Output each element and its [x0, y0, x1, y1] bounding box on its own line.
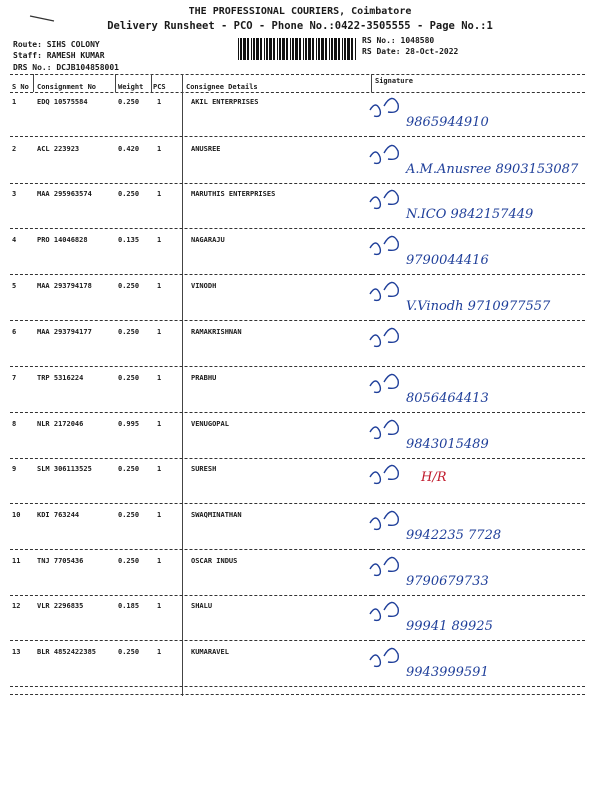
- barcode-bar: [329, 38, 330, 60]
- col-sep: [371, 74, 372, 92]
- header-top-rule: [10, 74, 585, 75]
- barcode-bar: [251, 38, 252, 60]
- row-consignment-no: MAA 293794177: [37, 328, 92, 336]
- row-weight: 0.250: [118, 511, 140, 519]
- barcode-bar: [273, 38, 275, 60]
- rs-date: RS Date: 28-Oct-2022: [362, 47, 459, 56]
- staff-label: Staff: RAMESH KUMAR: [13, 51, 105, 60]
- barcode-bar: [351, 38, 353, 60]
- barcode-bar: [312, 38, 314, 60]
- barcode-bar: [299, 38, 301, 60]
- barcode-bar: [247, 38, 249, 60]
- col-header-pcs: PCS: [153, 83, 166, 91]
- barcode-bar: [243, 38, 246, 60]
- col-sep: [151, 74, 152, 92]
- row-consignment-no: PRO 14046828: [37, 236, 88, 244]
- barcode-bar: [325, 38, 327, 60]
- row-sno: 13: [12, 648, 21, 656]
- col-header-signature: Signature: [375, 77, 413, 85]
- signature-cell: [366, 139, 586, 179]
- barcode-bar: [279, 38, 281, 60]
- row-pcs: 1: [157, 420, 162, 428]
- row-consignee: SURESH: [191, 465, 217, 473]
- signature-cell: [366, 596, 586, 636]
- signature-cell: [366, 276, 586, 316]
- col-sep: [115, 74, 116, 92]
- signature-cell: [366, 642, 586, 682]
- row-sno: 5: [12, 282, 17, 290]
- row-consignment-no: KDI 763244: [37, 511, 80, 519]
- signature-separator: [372, 412, 585, 413]
- barcode-bar: [334, 38, 337, 60]
- row-separator: [10, 549, 372, 550]
- row-consignee: ANUSREE: [191, 145, 221, 153]
- row-pcs: 1: [157, 190, 162, 198]
- row-sno: 6: [12, 328, 17, 336]
- row-pcs: 1: [157, 465, 162, 473]
- col-header-weight: Weight: [118, 83, 144, 91]
- signature-scribble: [370, 190, 398, 208]
- signature-cell: [366, 551, 586, 591]
- row-consignee: PRABHU: [191, 374, 217, 382]
- row-separator: [10, 274, 372, 275]
- row-weight: 0.135: [118, 236, 140, 244]
- row-weight: 0.250: [118, 465, 140, 473]
- signature-cell: [366, 322, 586, 362]
- handwritten-note: 9790679733: [406, 574, 489, 589]
- row-consignee: NAGARAJU: [191, 236, 225, 244]
- barcode-bar: [347, 38, 350, 60]
- signature-separator: [372, 320, 585, 321]
- signature-separator: [372, 686, 585, 687]
- barcode: [238, 38, 356, 60]
- signature-scribble: [370, 420, 398, 438]
- row-consignee: VENUGOPAL: [191, 420, 229, 428]
- row-sno: 9: [12, 465, 17, 473]
- signature-cell: [366, 92, 586, 132]
- row-pcs: 1: [157, 602, 162, 610]
- runsheet-subtitle: Delivery Runsheet - PCO - Phone No.:0422-3505555 - Page No.:1: [107, 20, 493, 32]
- barcode-bar: [253, 38, 255, 60]
- signature-separator: [372, 274, 585, 275]
- row-sno: 3: [12, 190, 17, 198]
- row-separator: [10, 686, 372, 687]
- signature-cell: [366, 230, 586, 270]
- row-weight: 0.250: [118, 98, 140, 106]
- row-consignment-no: VLR 2296835: [37, 602, 84, 610]
- barcode-bar: [292, 38, 294, 60]
- row-consignment-no: NLR 2172046: [37, 420, 84, 428]
- row-pcs: 1: [157, 98, 162, 106]
- route-label: Route: SIHS COLONY: [13, 40, 100, 49]
- row-consignment-no: EDQ 10575584: [37, 98, 88, 106]
- signature-scribble: [370, 465, 398, 483]
- row-sno: 4: [12, 236, 17, 244]
- rs-number: RS No.: 1048580: [362, 36, 435, 45]
- signature-scribble: [370, 98, 398, 116]
- row-separator: [10, 320, 372, 321]
- col-sep: [182, 74, 183, 696]
- signature-separator: [372, 366, 585, 367]
- handwritten-note: H/R: [421, 470, 447, 485]
- barcode-bar: [305, 38, 307, 60]
- handwritten-note: V.Vinodh 9710977557: [406, 299, 551, 314]
- row-pcs: 1: [157, 511, 162, 519]
- row-weight: 0.250: [118, 190, 140, 198]
- row-consignment-no: SLM 306113525: [37, 465, 92, 473]
- row-pcs: 1: [157, 236, 162, 244]
- row-consignment-no: ACL 223923: [37, 145, 80, 153]
- signature-separator: [372, 136, 585, 137]
- signature-cell: [366, 505, 586, 545]
- handwritten-note: N.ICO 9842157449: [406, 207, 534, 222]
- barcode-bar: [256, 38, 259, 60]
- barcode-bar: [290, 38, 291, 60]
- row-sno: 8: [12, 420, 17, 428]
- signature-separator: [372, 549, 585, 550]
- signature-scribble: [370, 557, 398, 575]
- signature-scribble: [370, 648, 398, 666]
- row-pcs: 1: [157, 328, 162, 336]
- row-weight: 0.250: [118, 328, 140, 336]
- barcode-bar: [308, 38, 311, 60]
- signature-scribble: [370, 511, 398, 529]
- table-bottom-rule: [10, 694, 585, 695]
- barcode-bar: [260, 38, 262, 60]
- handwritten-note: 8056464413: [406, 391, 489, 406]
- row-pcs: 1: [157, 374, 162, 382]
- row-weight: 0.250: [118, 282, 140, 290]
- handwritten-note: 9843015489: [406, 437, 489, 452]
- signature-scribble: [370, 282, 398, 300]
- barcode-bar: [238, 38, 239, 60]
- row-separator: [10, 640, 372, 641]
- col-header-sno: S No: [12, 83, 29, 91]
- row-separator: [10, 412, 372, 413]
- barcode-bar: [331, 38, 333, 60]
- signature-scribble: [370, 602, 398, 620]
- row-consignment-no: MAA 295963574: [37, 190, 92, 198]
- barcode-bar: [342, 38, 343, 60]
- barcode-bar: [316, 38, 317, 60]
- signature-cell: [366, 414, 586, 454]
- row-separator: [10, 183, 372, 184]
- barcode-bar: [264, 38, 265, 60]
- row-consignment-no: BLR 4852422385: [37, 648, 97, 656]
- barcode-bar: [240, 38, 242, 60]
- signature-separator: [372, 228, 585, 229]
- row-pcs: 1: [157, 557, 162, 565]
- row-sno: 11: [12, 557, 21, 565]
- row-separator: [10, 366, 372, 367]
- row-consignee: RAMAKRISHNAN: [191, 328, 242, 336]
- handwritten-note: 99941 89925: [406, 619, 493, 634]
- col-header-consignee: Consignee Details: [186, 83, 258, 91]
- handwritten-note: A.M.Anusree 8903153087: [406, 162, 579, 177]
- row-pcs: 1: [157, 282, 162, 290]
- row-weight: 0.250: [118, 374, 140, 382]
- row-consignment-no: TNJ 7705436: [37, 557, 84, 565]
- row-weight: 0.995: [118, 420, 140, 428]
- barcode-bar: [282, 38, 285, 60]
- handwritten-note: 9865944910: [406, 115, 489, 130]
- row-weight: 0.250: [118, 557, 140, 565]
- barcode-bar: [318, 38, 320, 60]
- signature-cell: [366, 368, 586, 408]
- signature-scribble: [370, 374, 398, 392]
- row-weight: 0.420: [118, 145, 140, 153]
- row-pcs: 1: [157, 648, 162, 656]
- signature-separator: [372, 640, 585, 641]
- row-consignee: SWAQMINATHAN: [191, 511, 242, 519]
- row-consignment-no: TRP 5316224: [37, 374, 84, 382]
- barcode-bar: [355, 38, 356, 60]
- signature-scribble: [370, 236, 398, 254]
- barcode-bar: [344, 38, 346, 60]
- row-weight: 0.185: [118, 602, 140, 610]
- row-pcs: 1: [157, 145, 162, 153]
- row-consignee: VINODH: [191, 282, 217, 290]
- row-sno: 1: [12, 98, 17, 106]
- barcode-bar: [286, 38, 288, 60]
- row-consignee: KUMARAVEL: [191, 648, 229, 656]
- row-consignee: OSCAR INDUS: [191, 557, 238, 565]
- barcode-bar: [277, 38, 278, 60]
- barcode-bar: [321, 38, 324, 60]
- col-header-consignment: Consignment No: [37, 83, 97, 91]
- row-separator: [10, 503, 372, 504]
- signature-scribble: [370, 145, 398, 163]
- row-consignee: AKIL ENTERPRISES: [191, 98, 259, 106]
- barcode-bar: [303, 38, 304, 60]
- signature-separator: [372, 503, 585, 504]
- row-consignee: MARUTHIS ENTERPRISES: [191, 190, 276, 198]
- company-title: THE PROFESSIONAL COURIERS, Coimbatore: [188, 6, 412, 17]
- row-separator: [10, 595, 372, 596]
- barcode-bar: [338, 38, 340, 60]
- signature-cell: [366, 184, 586, 224]
- barcode-bar: [295, 38, 298, 60]
- row-weight: 0.250: [118, 648, 140, 656]
- handwritten-note: 9790044416: [406, 253, 489, 268]
- signature-scribble: [370, 328, 398, 346]
- row-sno: 2: [12, 145, 17, 153]
- row-sno: 7: [12, 374, 17, 382]
- drs-number: DRS No.: DCJB104858001: [13, 63, 119, 72]
- barcode-bar: [269, 38, 272, 60]
- row-consignment-no: MAA 293794178: [37, 282, 92, 290]
- handwritten-note: 9943999591: [406, 665, 489, 680]
- row-separator: [10, 458, 372, 459]
- row-separator: [10, 136, 372, 137]
- handwritten-note: 9942235 7728: [406, 528, 502, 543]
- row-sno: 10: [12, 511, 21, 519]
- barcode-bar: [266, 38, 268, 60]
- row-consignee: SHALU: [191, 602, 213, 610]
- row-sno: 12: [12, 602, 21, 610]
- signature-cell: [366, 459, 586, 499]
- row-separator: [10, 228, 372, 229]
- col-sep: [33, 74, 34, 92]
